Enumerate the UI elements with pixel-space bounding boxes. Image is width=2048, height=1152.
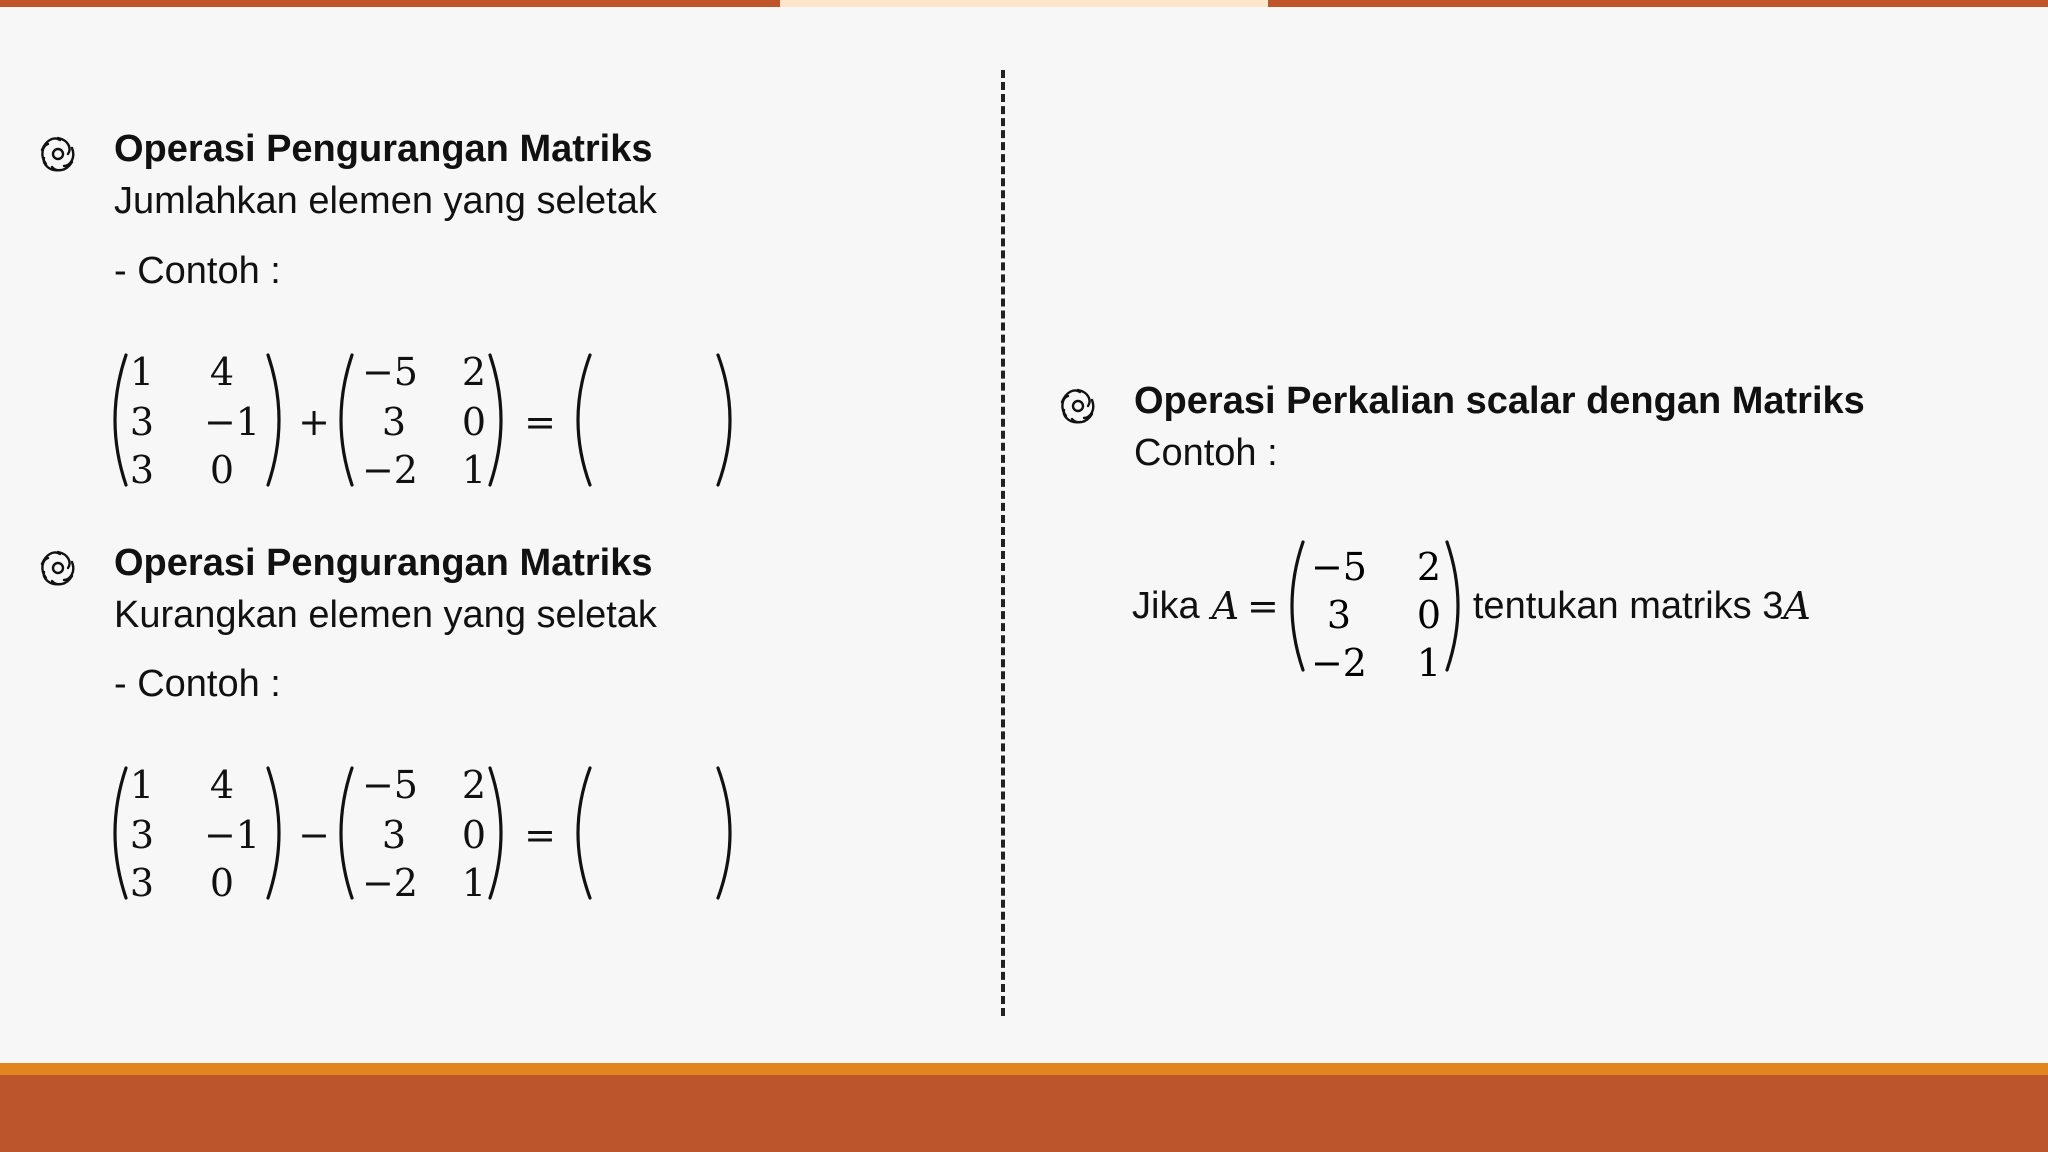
top-accent-bar-right — [1268, 0, 2048, 7]
matrix-cell: −5 — [1310, 545, 1367, 589]
matrix-cell: 0 — [209, 861, 234, 905]
matrix-cell: 1 — [1416, 641, 1441, 685]
example-label: - Contoh : — [114, 663, 281, 705]
matrix-cell: 3 — [129, 400, 155, 444]
addition-equation — [110, 345, 750, 495]
matrix-cell: 3 — [381, 813, 407, 857]
left-paren — [1292, 542, 1303, 670]
spiral-bullet-icon — [38, 134, 78, 174]
matrix-cell: −1 — [203, 813, 260, 857]
spiral-bullet-icon — [1058, 386, 1098, 426]
jika-text: Jika — [1132, 584, 1200, 627]
matrix-cell: 3 — [129, 448, 155, 492]
left-paren — [115, 768, 126, 898]
section-description: Kurangkan elemen yang seletak — [114, 594, 657, 636]
right-paren — [1447, 542, 1458, 670]
matrix-cell: 1 — [461, 448, 486, 492]
section-heading: Operasi Pengurangan Matriks — [114, 542, 653, 584]
column-divider — [1001, 70, 1005, 1016]
matrix-cell: −5 — [361, 350, 418, 394]
result-left-paren — [578, 355, 590, 485]
result-right-paren — [718, 768, 730, 898]
matrix-cell: 3 — [129, 813, 155, 857]
matrix-cell: −2 — [361, 448, 418, 492]
matrix-cell: 0 — [209, 448, 234, 492]
example-label: - Contoh : — [114, 250, 281, 292]
matrix-cell: 0 — [461, 813, 486, 857]
footer-accent-line — [0, 1063, 2048, 1075]
right-paren — [268, 768, 279, 898]
matrix-cell: −1 — [203, 400, 260, 444]
matrix-cell: 4 — [209, 350, 234, 394]
equals-sign: = — [524, 400, 556, 444]
left-paren — [115, 355, 126, 485]
equals-sign: = — [1247, 584, 1279, 628]
matrix-cell: 0 — [461, 400, 486, 444]
matrix-cell: 3 — [129, 861, 155, 905]
subtraction-equation — [110, 758, 750, 908]
right-paren — [490, 355, 501, 485]
section-description: Jumlahkan elemen yang seletak — [114, 180, 657, 222]
matrix-cell: 2 — [1416, 545, 1441, 589]
matrix-cell: 2 — [461, 763, 486, 807]
tentukan-text: tentukan matriks 3 — [1472, 584, 1784, 627]
matrix-cell: 2 — [461, 350, 486, 394]
example-label: Contoh : — [1134, 432, 1278, 474]
left-paren — [341, 355, 352, 485]
result-right-paren — [718, 355, 730, 485]
matrix-cell: 3 — [381, 400, 407, 444]
matrix-cell: 1 — [461, 861, 486, 905]
right-paren — [268, 355, 279, 485]
matrix-cell: −2 — [1310, 641, 1367, 685]
equals-sign: = — [524, 813, 556, 857]
matrix-a — [1287, 536, 1467, 685]
matrix-cell: 3 — [1326, 593, 1351, 637]
plus-operator: + — [298, 400, 330, 444]
matrix-cell: 1 — [129, 763, 155, 807]
spiral-bullet-icon — [38, 548, 78, 588]
matrix-cell: −2 — [361, 861, 418, 905]
footer-bar — [0, 1075, 2048, 1152]
section-heading: Operasi Pengurangan Matriks — [114, 128, 653, 170]
matrix-cell: 1 — [129, 350, 155, 394]
right-paren — [490, 768, 501, 898]
matrix-cell: 0 — [1416, 593, 1441, 637]
top-accent-bar-middle — [780, 0, 1268, 7]
matrix-variable: A — [1783, 584, 1811, 628]
scalar-problem-statement — [1132, 536, 1811, 685]
section-heading: Operasi Perkalian scalar dengan Matriks — [1134, 380, 1865, 422]
matrix-variable: A — [1211, 584, 1240, 628]
minus-operator: − — [298, 813, 330, 857]
left-paren — [341, 768, 352, 898]
matrix-cell: −5 — [361, 763, 418, 807]
result-left-paren — [578, 768, 590, 898]
matrix-cell: 4 — [209, 763, 234, 807]
top-accent-bar-left — [0, 0, 780, 7]
